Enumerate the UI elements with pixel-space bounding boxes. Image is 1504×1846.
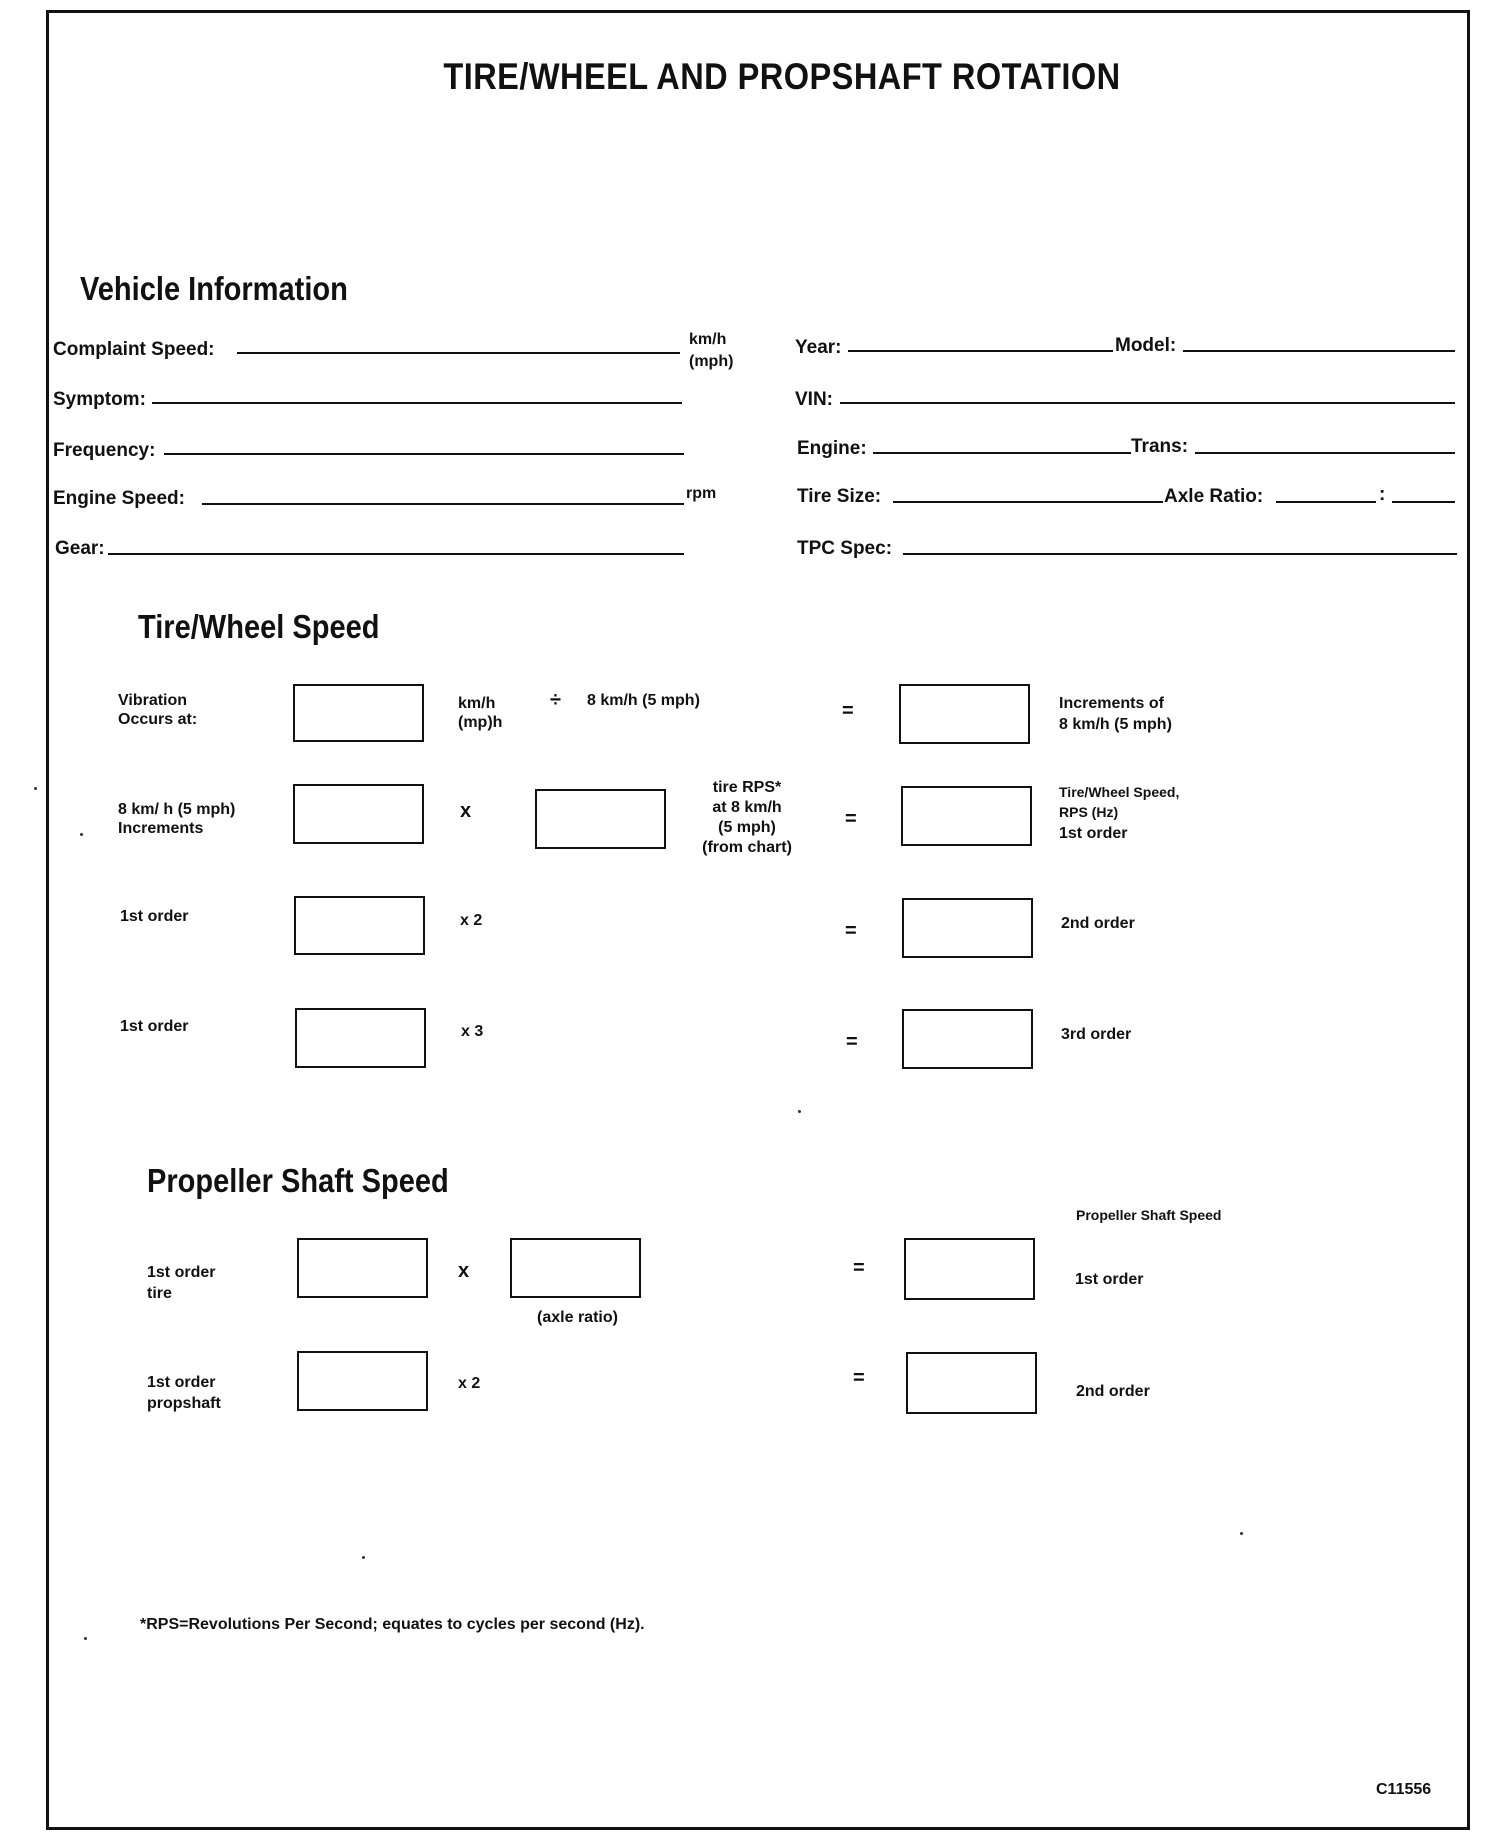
divisor-label: 8 km/h (5 mph) [587,692,700,709]
gear-field[interactable] [108,553,684,555]
tire-wheel-heading: Tire/Wheel Speed [138,608,380,645]
row3-result: 2nd order [1061,915,1135,932]
second-order-box[interactable] [902,898,1033,958]
propshaft-heading: Propeller Shaft Speed [147,1162,449,1199]
first-order-propshaft-box[interactable] [297,1351,428,1411]
engine-field[interactable] [873,452,1131,454]
multiply-operator: x [460,800,472,822]
tpc-spec-label: TPC Spec: [797,538,893,559]
scan-speck [798,1110,801,1113]
prop-row1-operator: x [458,1260,470,1282]
tire-rps-note-2: at 8 km/h [712,799,782,816]
axle-ratio-colon: : [1379,484,1386,505]
vibration-unit-2: (mp)h [458,714,503,731]
complaint-unit-mph: (mph) [689,353,734,370]
tire-size-field[interactable] [893,501,1163,503]
engine-speed-field[interactable] [202,503,684,505]
increments-result-box[interactable] [899,684,1030,744]
page-title: TIRE/WHEEL AND PROPSHAFT ROTATION [443,56,1121,97]
complaint-speed-field[interactable] [237,352,680,354]
propshaft-second-order-box[interactable] [906,1352,1037,1414]
prop-row1-equals: = [853,1257,865,1279]
prop-row2-label-2: propshaft [147,1395,221,1412]
divide-operator: ÷ [550,689,561,711]
row4-equals: = [846,1031,858,1053]
year-label: Year: [795,337,842,358]
propshaft-first-order-box[interactable] [904,1238,1035,1300]
vibration-speed-box[interactable] [293,684,424,742]
complaint-speed-label: Complaint Speed: [53,339,215,360]
footnote: *RPS=Revolutions Per Second; equates to cycles per second (Hz). [140,1616,645,1633]
scan-speck [1240,1532,1243,1535]
gear-label: Gear: [55,538,105,559]
frequency-field[interactable] [164,453,684,455]
tire-wheel-speed-result-3: 1st order [1059,825,1128,842]
propshaft-column-label: Propeller Shaft Speed [1076,1207,1222,1223]
axle-ratio-field-left[interactable] [1276,501,1376,503]
row4-label: 1st order [120,1018,189,1035]
tire-rps-box[interactable] [535,789,666,849]
increments-label-2: Increments [118,820,204,837]
increments-result-2: 8 km/h (5 mph) [1059,716,1172,733]
vin-label: VIN: [795,389,833,410]
increments-input-box[interactable] [293,784,424,844]
figure-id: C11556 [1376,1781,1432,1798]
prop-row2-result: 2nd order [1076,1383,1150,1400]
prop-row1-result: 1st order [1075,1271,1144,1288]
tpc-spec-field[interactable] [903,553,1457,555]
engine-speed-label: Engine Speed: [53,488,185,509]
vibration-label-2: Occurs at: [118,711,198,728]
increments-label-1: 8 km/ h (5 mph) [118,801,236,818]
increments-result-1: Increments of [1059,695,1164,712]
tire-wheel-speed-box[interactable] [901,786,1032,846]
model-field[interactable] [1183,350,1455,352]
year-field[interactable] [848,350,1113,352]
row2-equals: = [845,808,857,830]
prop-row2-operator: x 2 [458,1375,481,1392]
prop-row1-label-1: 1st order [147,1264,216,1281]
rpm-unit: rpm [686,485,717,502]
engine-label: Engine: [797,438,867,459]
symptom-field[interactable] [152,402,682,404]
third-order-box[interactable] [902,1009,1033,1069]
row1-equals: = [842,700,854,722]
prop-row2-label-1: 1st order [147,1374,216,1391]
trans-field[interactable] [1195,452,1455,454]
frequency-label: Frequency: [53,440,156,461]
symptom-label: Symptom: [53,389,146,410]
tire-wheel-speed-result-2: RPS (Hz) [1059,804,1119,820]
first-order-tire-box[interactable] [297,1238,428,1298]
row4-result: 3rd order [1061,1026,1132,1043]
scan-speck [80,833,83,836]
vibration-unit-1: km/h [458,695,496,712]
row3-operator: x 2 [460,912,483,929]
scan-speck [84,1637,87,1640]
row3-first-order-box[interactable] [294,896,425,955]
axle-ratio-caption: (axle ratio) [537,1309,618,1326]
tire-rps-note-3: (5 mph) [718,819,776,836]
trans-label: Trans: [1131,436,1189,457]
vin-field[interactable] [840,402,1455,404]
vehicle-info-heading: Vehicle Information [80,270,348,307]
tire-size-label: Tire Size: [797,486,882,507]
scan-speck [362,1556,365,1559]
prop-row2-equals: = [853,1367,865,1389]
tire-rps-note-4: (from chart) [702,839,792,856]
row4-operator: x 3 [461,1023,484,1040]
row3-equals: = [845,920,857,942]
axle-ratio-box[interactable] [510,1238,641,1298]
scan-speck [34,787,37,790]
tire-rps-note-1: tire RPS* [712,779,782,796]
vibration-label-1: Vibration [118,692,188,709]
tire-wheel-speed-result-1: Tire/Wheel Speed, [1059,784,1180,800]
axle-ratio-field-right[interactable] [1392,501,1455,503]
row3-label: 1st order [120,908,189,925]
prop-row1-label-2: tire [147,1285,172,1302]
model-label: Model: [1115,335,1177,356]
axle-ratio-label: Axle Ratio: [1164,486,1264,507]
row4-first-order-box[interactable] [295,1008,426,1068]
complaint-unit-kmh: km/h [689,331,727,348]
